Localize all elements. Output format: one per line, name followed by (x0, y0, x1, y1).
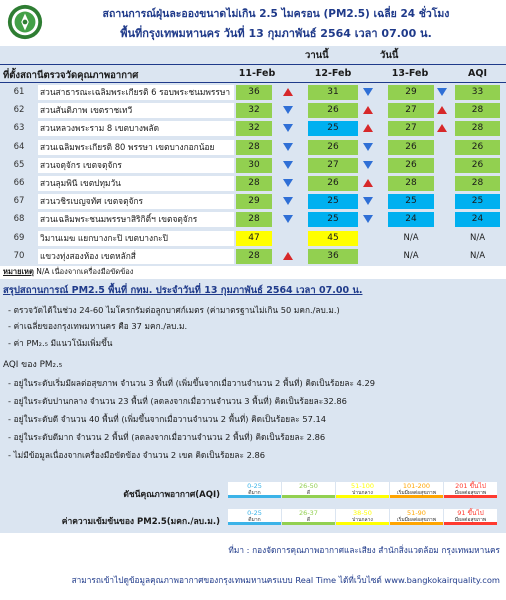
legend-swatch (282, 482, 335, 498)
summary-bullet: - ค่าเฉลี่ยของกรุงเทพมหานคร คือ 37 มคก./ลบ.ม. (8, 321, 188, 331)
legend-swatch (336, 482, 389, 498)
aqi-value: 26 (455, 158, 500, 173)
station-name: สวนสันติภาพ เขตราชเทวี (38, 103, 234, 118)
pm25-value: 25 (308, 121, 358, 136)
summary-title: สรุปสถานการณ์ PM2.5 พื้นที่ กทม. ประจำวันที่ 13 กุมภาพันธ์ 2564 เวลา 07.00 น. (3, 285, 363, 296)
aqi-value: 24 (455, 212, 500, 227)
station-number: 62 (13, 105, 25, 116)
legend-swatch (390, 509, 443, 525)
arrow-up-icon (437, 106, 447, 114)
pm25-value: 32 (236, 103, 272, 118)
arrow-down-icon (283, 215, 293, 223)
aqi-bullet: - ไม่มีข้อมูลเนื่องจากเครื่องมือขัดข้อง จำนวน 2 เขต คิดเป็นร้อยละ 2.86 (8, 450, 266, 460)
pm25-value: 27 (388, 103, 434, 118)
arrow-down-icon (283, 143, 293, 151)
pm25-value: 45 (308, 231, 358, 246)
aqi-value: 28 (455, 103, 500, 118)
station-name: สวนลุมพินี เขตปทุมวัน (38, 176, 234, 191)
station-number: 66 (13, 178, 25, 188)
legend-range: 26-37 (299, 509, 318, 517)
note-label: หมายเหตุ (3, 267, 34, 276)
legend-desc: ดีมาก (248, 490, 261, 496)
pm25-value: 28 (388, 176, 434, 191)
station-name: สวนเฉลิมพระชนมพรรษาสิริกิติ์ฯ เขตจตุจักร (38, 212, 234, 227)
column-header-13feb: 13-Feb (391, 68, 429, 79)
pm25-value: 26 (388, 158, 434, 173)
aqi-value: 33 (455, 85, 500, 100)
arrow-down-icon (283, 179, 293, 187)
pm25-value: 28 (236, 140, 272, 155)
legend-range: 51-100 (350, 482, 375, 490)
aqi-value: 28 (455, 121, 500, 136)
station-number: 65 (13, 159, 25, 170)
table-row (0, 120, 506, 137)
legend-desc: ปานกลาง (352, 517, 373, 523)
legend-range: 0-25 (247, 509, 262, 517)
station-name: สวนหลวงพระราม 8 เขตบางพลัด (38, 121, 234, 136)
pm25-value: 28 (236, 176, 272, 191)
arrow-up-icon (283, 252, 293, 260)
arrow-down-icon (363, 161, 373, 169)
legend-range: 0-25 (247, 482, 262, 490)
legend-swatch (282, 509, 335, 525)
realtime-link-text: สามารถเข้าไปดูข้อมูลคุณภาพอากาศของกรุงเทพมหานครแบบ Real Time ได้ที่เว็บไซต์ www.bangkokairquality.com (71, 575, 500, 585)
arrow-up-icon (437, 124, 447, 132)
legend-range: 26-50 (299, 482, 318, 490)
aqi-bullet: - อยู่ในระดับดีมาก จำนวน 2 พื้นที่ (ลดลงจากเมื่อวานจำนวน 2 พื้นที่) คิดเป็นร้อยละ 2.86 (8, 432, 326, 442)
pm25-value: 30 (236, 158, 272, 173)
bma-seal-icon (6, 3, 44, 41)
pm25-value: 32 (236, 121, 272, 136)
arrow-up-icon (283, 88, 293, 96)
legend-range: 91 ขึ้นไป (457, 509, 484, 517)
legend-swatch (390, 482, 443, 498)
legend-desc: เริ่มมีผลต่อสุขภาพ (396, 517, 437, 523)
aqi-value: 25 (455, 194, 500, 209)
legend-range: 38-50 (353, 509, 372, 517)
report-header (0, 0, 506, 46)
pm25-value: 29 (388, 85, 434, 100)
pm25-value: 47 (236, 231, 272, 246)
legend-range: 101-200 (402, 482, 431, 490)
station-number: 69 (13, 232, 25, 243)
pm25-value: 25 (388, 194, 434, 209)
station-name: วิมานเมฆ แยกบางกะปิ เขตบางกะปิ (38, 231, 234, 246)
report-footer (0, 533, 506, 600)
pm25-value: 26 (308, 103, 358, 118)
arrow-down-icon (363, 197, 373, 205)
pm25-value: 27 (388, 121, 434, 136)
pm25-value: 25 (308, 194, 358, 209)
aqi-value: 28 (455, 176, 500, 191)
page-title: สถานการณ์ฝุ่นละอองขนาดไม่เกิน 2.5 ไมครอน (PM2.5) เฉลี่ย 24 ชั่วโมง (102, 8, 450, 20)
day-label-yesterday: วานนี้ (305, 50, 329, 61)
table-row (0, 175, 506, 192)
table-row (0, 102, 506, 119)
aqi-bullet: - อยู่ในระดับเริ่มมีผลต่อสุขภาพ จำนวน 3 พื้นที่ (เพิ่มขึ้นจากเมื่อวานจำนวน 2 พื้นที่) คิดเป็นร้อยละ 4.29 (8, 378, 376, 388)
aqi-section-title: AQI ของ PM₂.₅ (3, 360, 63, 370)
station-name: สวนเฉลิมพระเกียรติ 80 พรรษา เขตบางกอกน้อย (38, 140, 234, 155)
pm25-value: N/A (403, 250, 419, 261)
pm25-value: 25 (308, 212, 358, 227)
page-subtitle: พื้นที่กรุงเทพมหานคร วันที่ 13 กุมภาพันธ์ 2564 เวลา 07.00 น. (120, 27, 432, 40)
aqi-bullet: - อยู่ในระดับดี จำนวน 40 พื้นที่ (เพิ่มขึ้นจากเมื่อวานจำนวน 2 พื้นที่) คิดเป็นร้อยละ 57.14 (8, 414, 327, 424)
station-number: 70 (13, 250, 25, 261)
legend-desc: ดีมาก (248, 517, 261, 523)
table-note (3, 266, 133, 278)
summary-panel (0, 279, 506, 533)
station-column-header: ที่ตั้งสถานีตรวจวัดคุณภาพอากาศ (3, 70, 139, 81)
legend-swatch (336, 509, 389, 525)
pm25-value: N/A (403, 232, 419, 243)
pm25-value: 36 (236, 85, 272, 100)
arrow-up-icon (363, 124, 373, 132)
column-header-11feb: 11-Feb (238, 68, 276, 79)
station-name: สวนวชิรเบญจทัศ เขตจตุจักร (38, 194, 234, 209)
table-row (0, 139, 506, 156)
pm25-value: 26 (388, 140, 434, 155)
arrow-down-icon (363, 143, 373, 151)
aqi-value: N/A (469, 232, 486, 243)
legend-desc: มีผลต่อสุขภาพ (454, 517, 487, 523)
legend-swatch (444, 482, 497, 498)
column-header-aqi: AQI (468, 68, 487, 79)
legend-swatch (228, 482, 281, 498)
table-row (0, 211, 506, 228)
legend-swatch (444, 509, 497, 525)
arrow-up-icon (363, 106, 373, 114)
arrow-down-icon (363, 215, 373, 223)
aqi-value: N/A (469, 250, 486, 261)
summary-bullet: - ตรวจวัดได้ในช่วง 24-60 ไมโครกรัมต่อลูกบาศก์เมตร (ค่ามาตรฐานไม่เกิน 50 มคก./ลบ.ม.) (8, 305, 340, 315)
arrow-down-icon (437, 88, 447, 96)
pm25-value: 29 (236, 194, 272, 209)
column-header-12feb: 12-Feb (314, 68, 352, 79)
table-row (0, 84, 506, 101)
arrow-down-icon (363, 88, 373, 96)
station-name: สวนสาธารณะเฉลิมพระเกียรติ 6 รอบพระชนมพรรษา (38, 85, 234, 100)
station-number: 63 (13, 123, 25, 134)
legend-range: 51-90 (407, 509, 426, 517)
table-row (0, 193, 506, 210)
arrow-down-icon (283, 197, 293, 205)
note-text: N/A เนื่องจากเครื่องมือขัดข้อง (36, 267, 134, 276)
station-number: 67 (13, 196, 25, 207)
pm25-value: 24 (388, 212, 434, 227)
station-name: แขวงทุ่งสองห้อง เขตหลักสี่ (38, 249, 234, 264)
day-label-today: วันนี้ (380, 50, 399, 61)
station-number: 64 (13, 141, 25, 152)
pm25-table (0, 46, 506, 266)
pm25-value: 28 (236, 212, 272, 227)
pm25-value: 31 (308, 85, 358, 100)
legend-desc: ดี (306, 490, 311, 496)
pm-legend-label: ค่าความเข้มข้นของ PM2.5(มคก./ลบ.ม.) (61, 517, 220, 527)
column-header-divider (0, 82, 506, 83)
table-row (0, 230, 506, 247)
station-name: สวนจตุจักร เขตจตุจักร (38, 158, 234, 173)
legend-swatch (228, 509, 281, 525)
legend-desc: มีผลต่อสุขภาพ (454, 490, 487, 496)
pm25-value: 36 (308, 249, 358, 264)
pm25-value: 26 (308, 176, 358, 191)
aqi-legend-label: ดัชนีคุณภาพอากาศ(AQI) (123, 490, 220, 500)
station-number: 68 (13, 214, 25, 225)
aqi-value: 26 (455, 140, 500, 155)
arrow-up-icon (363, 179, 373, 187)
table-row (0, 248, 506, 265)
pm25-value: 28 (236, 249, 272, 264)
table-row (0, 157, 506, 174)
pm25-value: 27 (308, 158, 358, 173)
arrow-down-icon (283, 161, 293, 169)
pm25-value: 26 (308, 140, 358, 155)
arrow-down-icon (283, 124, 293, 132)
source-credit: ที่มา : กองจัดการคุณภาพอากาศและเสียง สำนักสิ่งแวดล้อม กรุงเทพมหานคร (228, 545, 500, 555)
summary-bullet: - ค่า PM₂.₅ มีแนวโน้มเพิ่มขึ้น (8, 338, 113, 348)
legend-range: 201 ขึ้นไป (455, 482, 486, 490)
legend-desc: ดี (306, 517, 311, 523)
legend-desc: ปานกลาง (352, 490, 373, 496)
aqi-bullet: - อยู่ในระดับปานกลาง จำนวน 23 พื้นที่ (ลดลงจากเมื่อวานจำนวน 3 พื้นที่) คิดเป็นร้อยละ32.86 (8, 396, 347, 406)
arrow-down-icon (283, 106, 293, 114)
legend-desc: เริ่มมีผลต่อสุขภาพ (396, 490, 437, 496)
header-divider (0, 64, 506, 65)
station-number: 61 (13, 87, 25, 97)
